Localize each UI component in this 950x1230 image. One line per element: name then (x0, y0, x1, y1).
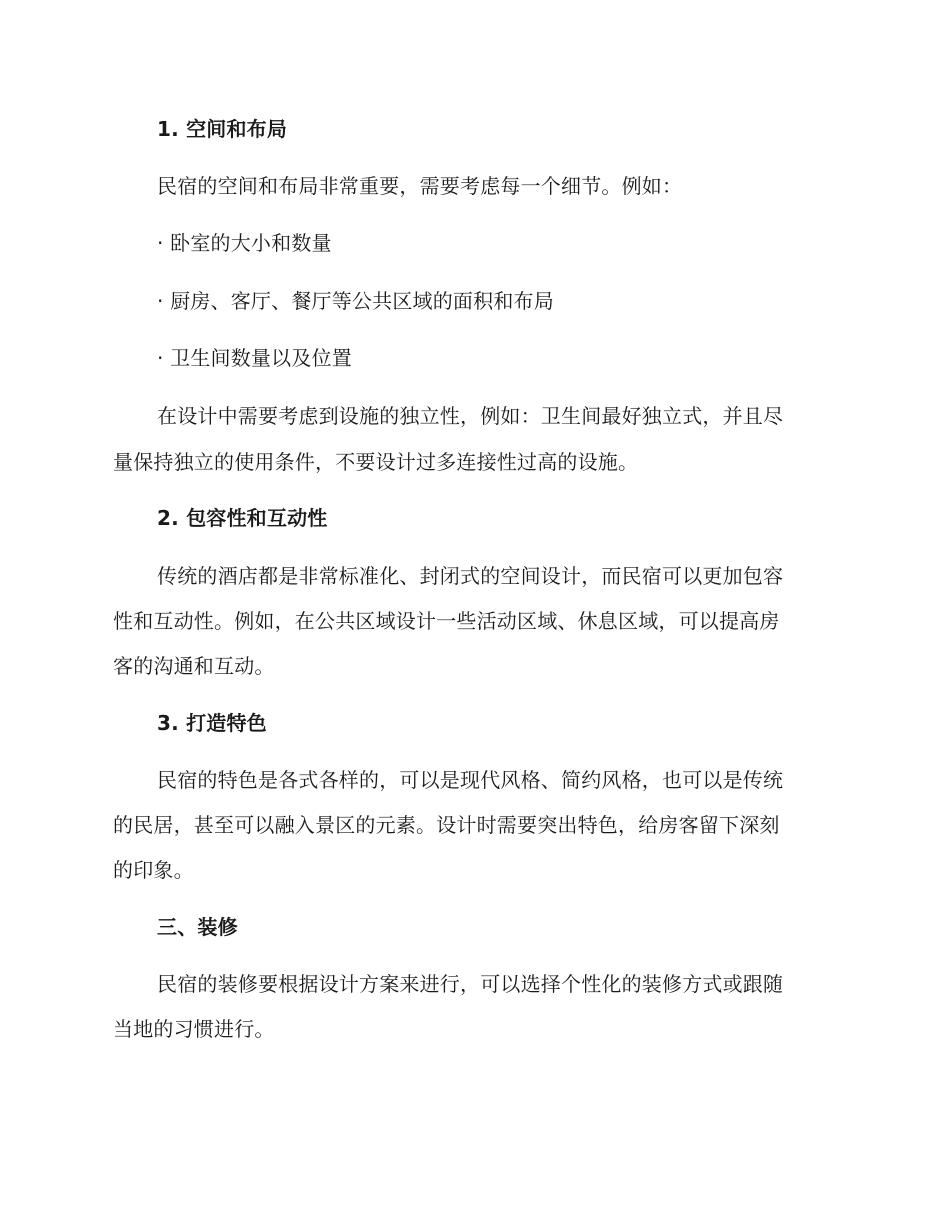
bullet-item: · 卫生间数量以及位置 (157, 346, 352, 370)
section-heading: 三、装修 (157, 915, 238, 939)
section-heading: 1. 空间和布局 (157, 117, 288, 141)
paragraph-line: 传统的酒店都是非常标准化、封闭式的空间设计，而民宿可以更加包容 (157, 564, 784, 588)
bullet-item: · 厨房、客厅、餐厅等公共区域的面积和布局 (157, 289, 554, 313)
section-heading: 3. 打造特色 (157, 711, 267, 735)
paragraph-line: 民宿的空间和布局非常重要，需要考虑每一个细节。例如： (157, 174, 683, 198)
section-heading: 2. 包容性和互动性 (157, 506, 328, 530)
paragraph-line: 的民居，甚至可以融入景区的元素。设计时需要突出特色，给房客留下深刻 (113, 813, 780, 837)
paragraph-line: 的印象。 (113, 858, 194, 882)
bullet-item: · 卧室的大小和数量 (157, 231, 332, 255)
paragraph-line: 量保持独立的使用条件，不要设计过多连接性过高的设施。 (113, 450, 639, 474)
paragraph-line: 在设计中需要考虑到设施的独立性，例如：卫生间最好独立式，并且尽 (157, 404, 784, 428)
paragraph-line: 客的沟通和互动。 (113, 654, 275, 678)
paragraph-line: 性和互动性。例如，在公共区域设计一些活动区域、休息区域，可以提高房 (113, 609, 780, 633)
paragraph-line: 民宿的特色是各式各样的，可以是现代风格、简约风格，也可以是传统 (157, 768, 784, 792)
paragraph-line: 民宿的装修要根据设计方案来进行，可以选择个性化的装修方式或跟随 (157, 972, 784, 996)
paragraph-line: 当地的习惯进行。 (113, 1017, 275, 1041)
